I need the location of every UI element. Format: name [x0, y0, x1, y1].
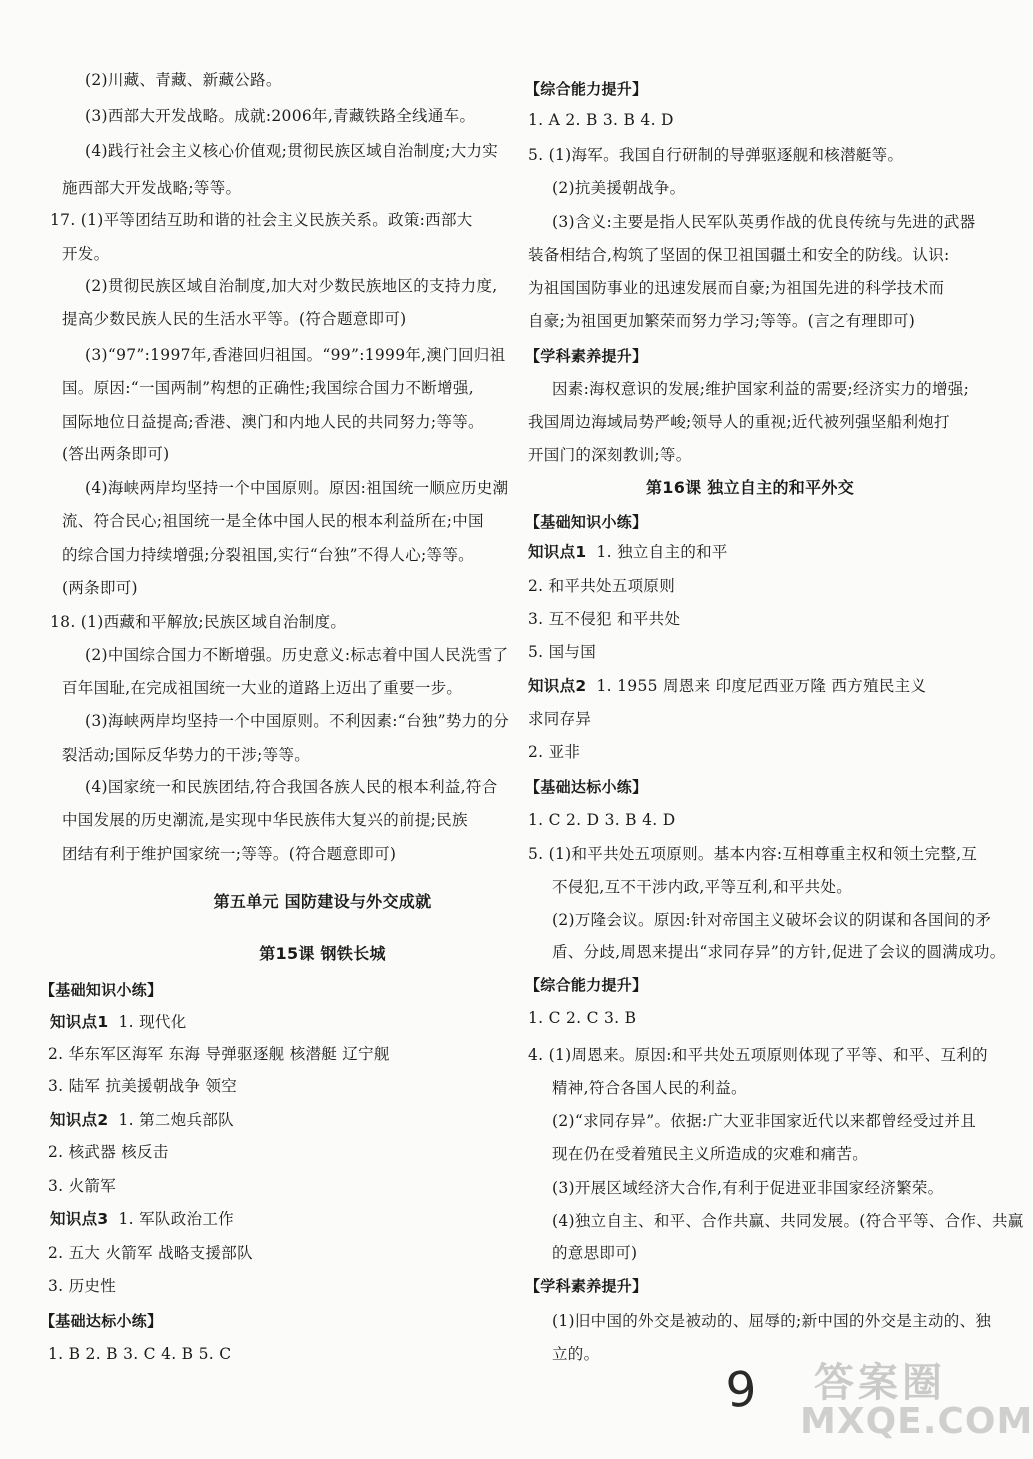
answer-line: 2. 五大 火箭军 战略支援部队: [48, 1244, 253, 1262]
answer-line: 5. 国与国: [528, 643, 597, 661]
answer-line: 求同存异: [528, 710, 592, 728]
section-label: 【基础达标小练】: [525, 778, 648, 796]
answer-line: (4)海峡两岸均坚持一个中国原则。原因:祖国统一顺应历史潮: [85, 479, 509, 497]
answer-line: [50, 1110, 234, 1130]
answer-line: (3)“97”:1997年,香港回归祖国。“99”:1999年,澳门回归祖: [85, 346, 506, 364]
answer-line: 18. (1)西藏和平解放;民族区域自治制度。: [50, 613, 347, 631]
answer-line: (2)川藏、青藏、新藏公路。: [85, 71, 282, 89]
lesson-heading: 第15课 钢铁长城: [259, 944, 386, 963]
answer-line: (答出两条即可): [62, 445, 170, 463]
section-label: 【综合能力提升】: [525, 80, 648, 98]
answer-line: (3)海峡两岸均坚持一个中国原则。不利因素:“台独”势力的分: [85, 712, 510, 730]
answer-line: 2. 亚非: [528, 743, 581, 761]
answer-line: [528, 676, 926, 696]
answer-line: 开国门的深刻教训;等。: [528, 446, 692, 464]
answer-line: (2)万隆会议。原因:针对帝国主义破坏会议的阴谋和各国间的矛: [552, 911, 992, 929]
answer-line: 1. A 2. B 3. B 4. D: [528, 111, 674, 129]
answer-line: 立的。: [552, 1345, 600, 1363]
knowledge-point-label: 知识点1: [528, 543, 587, 561]
answer-text: 1. 1955 周恩来 印度尼西亚万隆 西方殖民主义: [596, 677, 927, 695]
answer-line: [50, 1209, 234, 1229]
watermark: [796, 1351, 1033, 1451]
answer-line: (4)践行社会主义核心价值观;贯彻民族区域自治制度;大力实: [85, 142, 499, 160]
answer-line: 3. 火箭军: [48, 1177, 117, 1195]
answer-line: 1. C 2. D 3. B 4. D: [528, 811, 676, 829]
answer-line: 3. 陆军 抗美援朝战争 领空: [48, 1077, 238, 1095]
answer-line: 的意思即可): [552, 1244, 638, 1262]
answer-line: (2)“求同存异”。依据:广大亚非国家近代以来都曾经受过并且: [552, 1112, 977, 1130]
answer-line: 国际地位日益提高;香港、澳门和内地人民的共同努力;等等。: [62, 413, 484, 431]
answer-line: 5. (1)海军。我国自行研制的导弹驱逐舰和核潜艇等。: [528, 146, 904, 164]
knowledge-point-label: 知识点3: [50, 1210, 109, 1228]
answer-line: (3)开展区域经济大合作,有利于促进亚非国家经济繁荣。: [552, 1179, 944, 1197]
answer-text: 1. 现代化: [118, 1013, 187, 1031]
answer-line: (2)抗美援朝战争。: [552, 179, 686, 197]
answer-line: 的综合国力持续增强;分裂祖国,实行“台独”不得人心;等等。: [62, 546, 474, 564]
answer-line: 1. B 2. B 3. C 4. B 5. C: [48, 1345, 232, 1363]
answer-line: (2)贯彻民族区域自治制度,加大对少数民族地区的支持力度,: [85, 277, 498, 295]
section-label: 【综合能力提升】: [525, 976, 648, 994]
knowledge-point-label: 知识点2: [528, 677, 587, 695]
answer-line: 现在仍在受着殖民主义所造成的灾难和痛苦。: [552, 1145, 869, 1163]
answer-line: 中国发展的历史潮流,是实现中华民族伟大复兴的前提;民族: [62, 811, 468, 829]
watermark-domain: MXQE.COM: [800, 1401, 1033, 1442]
lesson-heading: 第五单元 国防建设与外交成就: [213, 892, 432, 911]
answer-line: 5. (1)和平共处五项原则。基本内容:互相尊重主权和领土完整,互: [528, 845, 978, 863]
answer-line: (2)中国综合国力不断增强。历史意义:标志着中国人民洗雪了: [85, 646, 509, 664]
answer-line: (4)国家统一和民族团结,符合我国各族人民的根本利益,符合: [85, 778, 498, 796]
answer-line: 4. (1)周恩来。原因:和平共处五项原则体现了平等、和平、互利的: [528, 1046, 988, 1064]
answer-line: 施西部大开发战略;等等。: [62, 179, 242, 197]
answer-line: 提高少数民族人民的生活水平等。(符合题意即可): [62, 310, 407, 328]
page-number: 9: [724, 1361, 759, 1419]
answer-line: 开发。: [62, 245, 110, 263]
answer-line: 1. C 2. C 3. B: [528, 1009, 637, 1027]
watermark-brand: 答案圈: [814, 1360, 946, 1406]
answer-line: 国。原因:“一国两制”构想的正确性;我国综合国力不断增强,: [62, 379, 474, 397]
answer-line: [50, 1012, 187, 1032]
section-label: 【学科素养提升】: [525, 347, 648, 365]
answer-line: 2. 和平共处五项原则: [528, 577, 676, 595]
answer-line: [528, 542, 728, 562]
answer-text: 1. 第二炮兵部队: [118, 1111, 234, 1129]
answer-line: 我国周边海域局势严峻;领导人的重视;近代被列强坚船利炮打: [528, 413, 950, 431]
knowledge-point-label: 知识点2: [50, 1111, 109, 1129]
answer-line: 为祖国国防事业的迅速发展而自豪;为祖国先进的科学技术而: [528, 279, 945, 297]
section-label: 【学科素养提升】: [525, 1277, 648, 1295]
answer-line: 3. 历史性: [48, 1277, 117, 1295]
section-label: 【基础达标小练】: [40, 1312, 163, 1330]
answer-line: 团结有利于维护国家统一;等等。(符合题意即可): [62, 845, 397, 863]
section-label: 【基础知识小练】: [525, 513, 648, 531]
answer-line: 17. (1)平等团结互助和谐的社会主义民族关系。政策:西部大: [50, 211, 473, 229]
answer-line: 盾、分歧,周恩来提出“求同存异”的方针,促进了会议的圆满成功。: [552, 943, 1006, 961]
answer-line: 3. 互不侵犯 和平共处: [528, 610, 681, 628]
answer-line: (1)旧中国的外交是被动的、屈辱的;新中国的外交是主动的、独: [552, 1312, 992, 1330]
answer-line: 2. 核武器 核反击: [48, 1143, 169, 1161]
answer-line: (3)含义:主要是指人民军队英勇作战的优良传统与先进的武器: [552, 213, 976, 231]
answer-text: 1. 独立自主的和平: [596, 543, 728, 561]
answer-line: 因素:海权意识的发展;维护国家利益的需要;经济实力的增强;: [552, 380, 970, 398]
answer-text: 1. 军队政治工作: [118, 1210, 234, 1228]
answer-line: 自豪;为祖国更加繁荣而努力学习;等等。(言之有理即可): [528, 312, 916, 330]
section-label: 【基础知识小练】: [40, 981, 163, 999]
answer-line: (4)独立自主、和平、合作共赢、共同发展。(符合平等、合作、共赢: [552, 1212, 1024, 1230]
answer-line: (两条即可): [62, 579, 138, 597]
knowledge-point-label: 知识点1: [50, 1013, 109, 1031]
answer-line: 百年国耻,在完成祖国统一大业的道路上迈出了重要一步。: [62, 679, 463, 697]
lesson-heading: 第16课 独立自主的和平外交: [645, 478, 855, 497]
answer-line: (3)西部大开发战略。成就:2006年,青藏铁路全线通车。: [85, 107, 476, 125]
answer-line: 2. 华东军区海军 东海 导弹驱逐舰 核潜艇 辽宁舰: [48, 1045, 390, 1063]
answer-line: 流、符合民心;祖国统一是全体中国人民的根本利益所在;中国: [62, 512, 484, 530]
answer-line: 装备相结合,构筑了坚固的保卫祖国疆土和安全的防线。认识:: [528, 246, 950, 264]
answer-line: 精神,符合各国人民的利益。: [552, 1079, 747, 1097]
answer-line: 不侵犯,互不干涉内政,平等互利,和平共处。: [552, 878, 853, 896]
answer-line: 裂活动;国际反华势力的干涉;等等。: [62, 746, 311, 764]
